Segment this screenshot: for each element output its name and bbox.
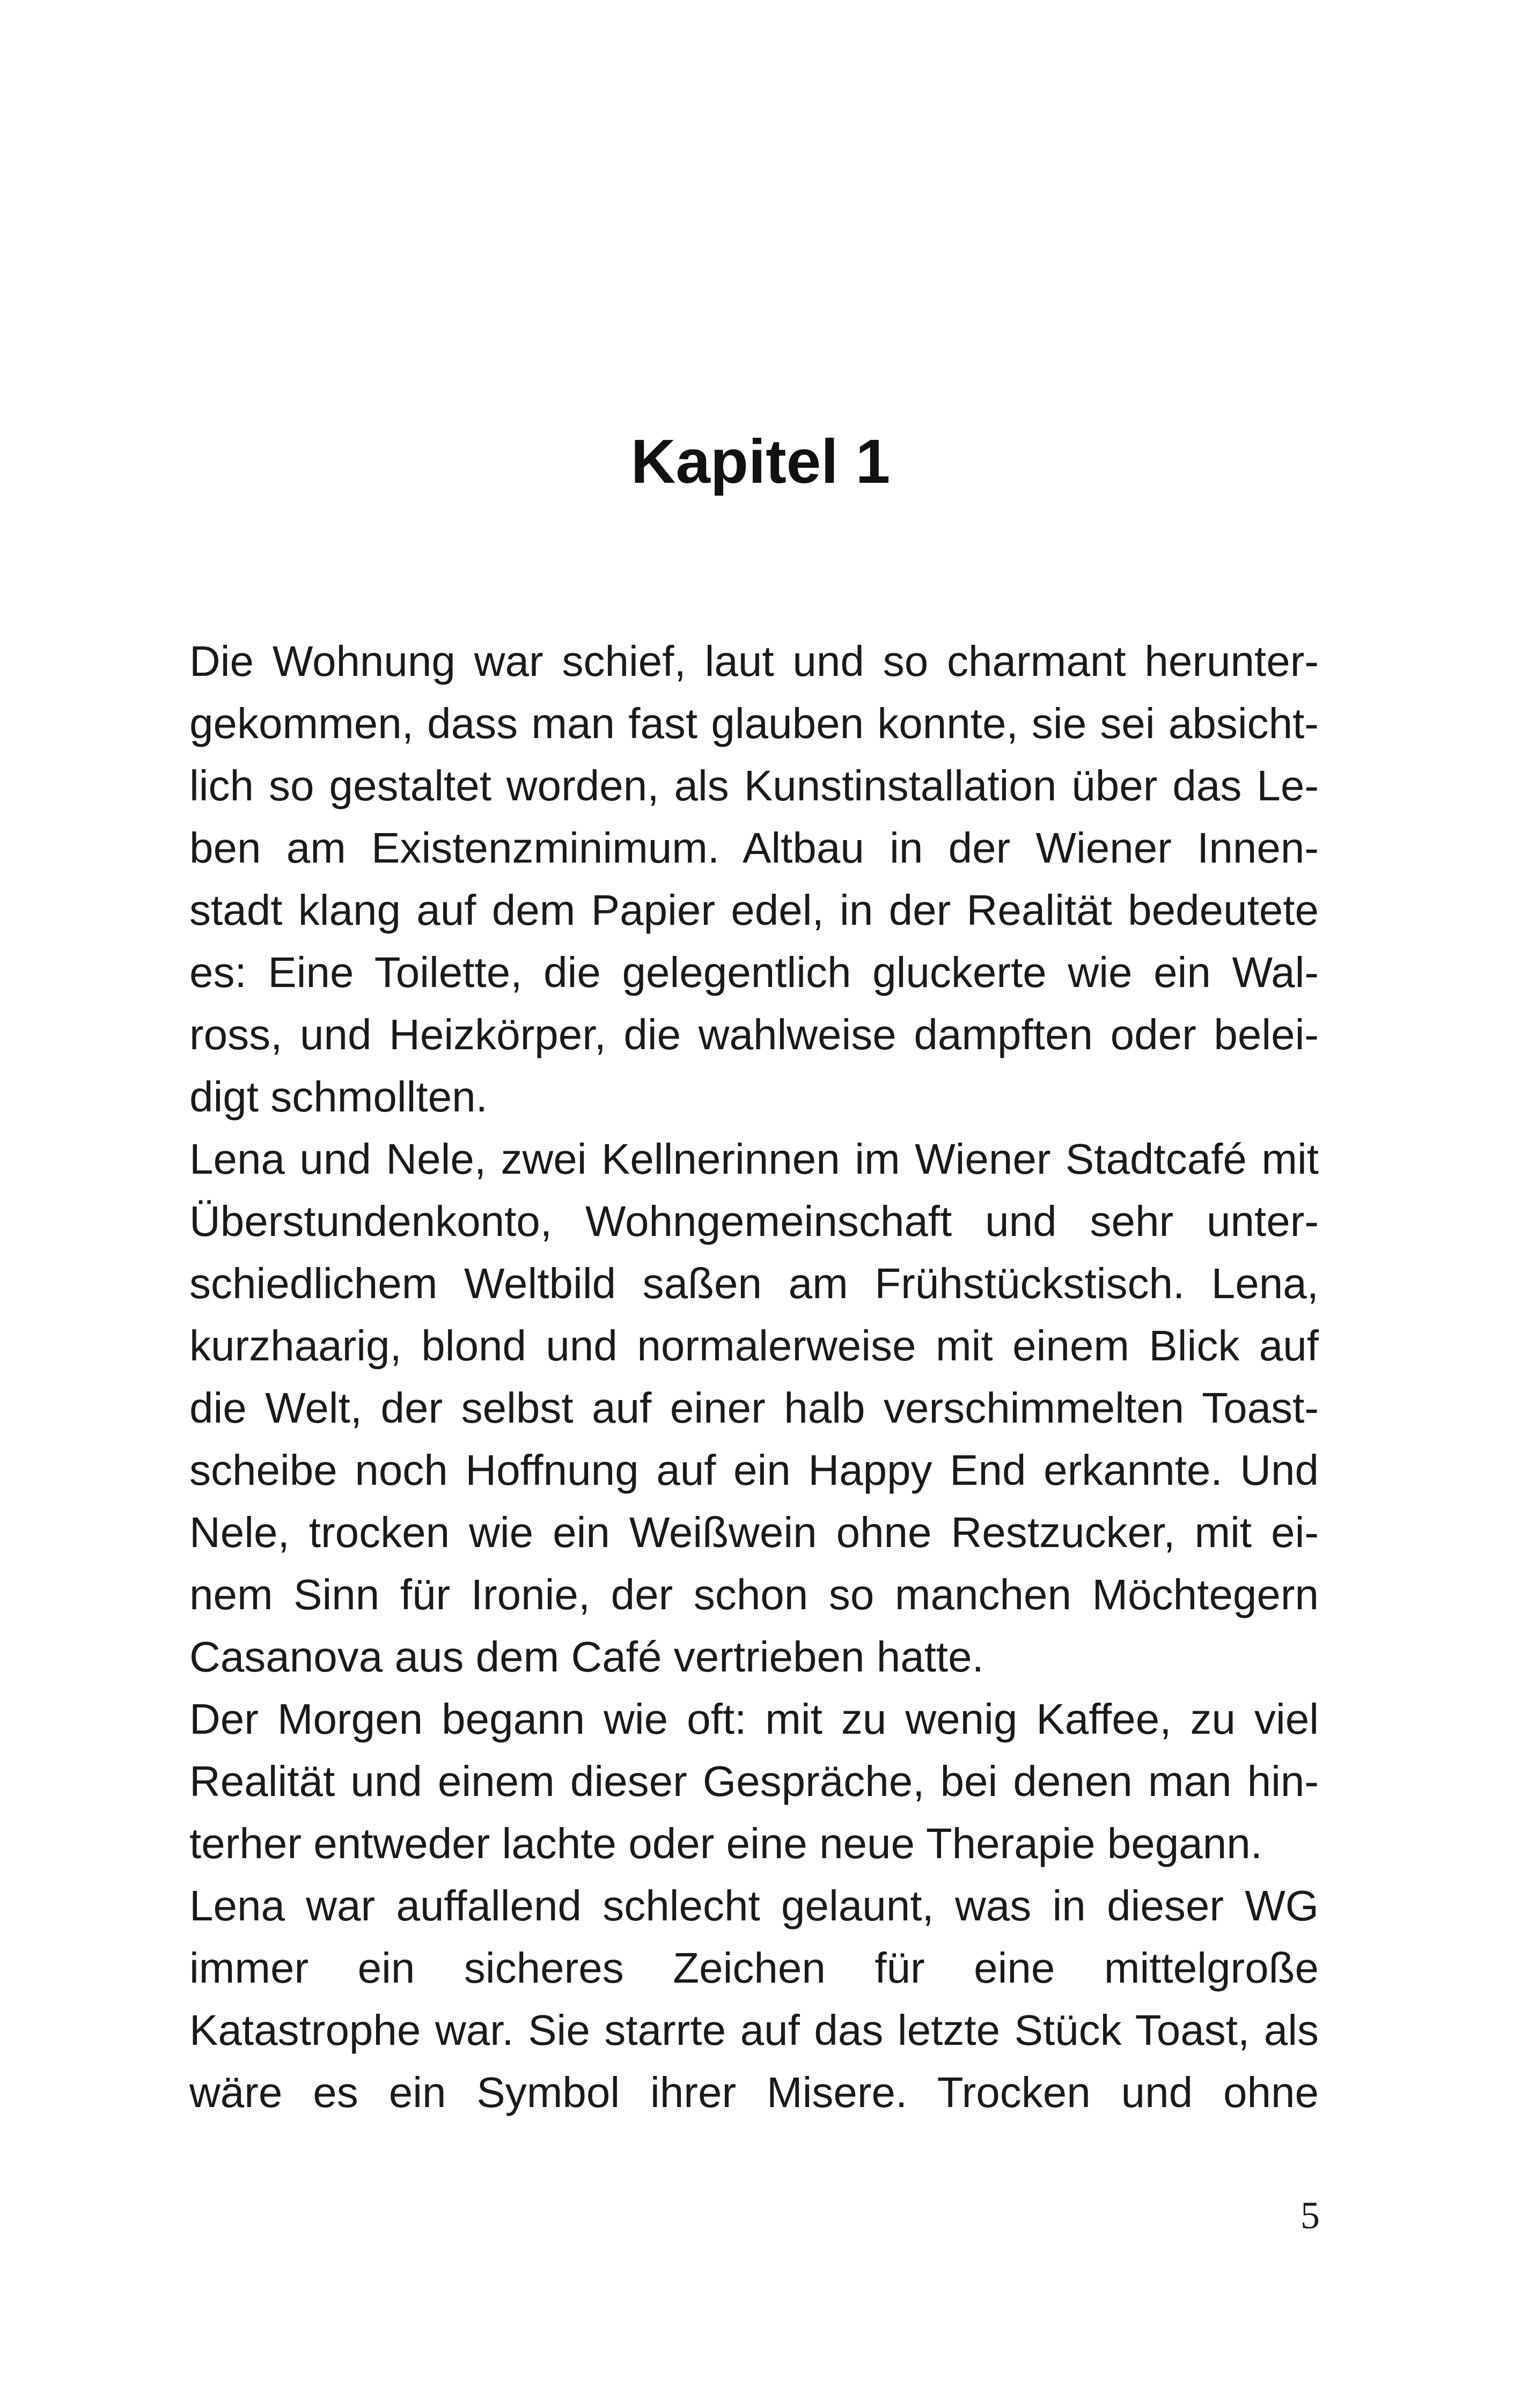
page-number: 5	[1300, 2194, 1320, 2237]
text-line: scheibe noch Hoffnung auf ein Happy End erkannte. Und	[189, 1446, 1319, 1494]
text-line: kurzhaarig, blond und normalerweise mit einem Blick auf	[189, 1322, 1319, 1369]
text-line: Realität und einem dieser Gespräche, bei denen man hin-	[189, 1757, 1319, 1805]
chapter-title: Kapitel 1	[630, 426, 891, 496]
text-line: Casanova aus dem Café vertrieben hatte.	[189, 1633, 984, 1681]
text-line: Nele, trocken wie ein Weißwein ohne Restzucker, mit ei-	[189, 1508, 1319, 1556]
text-line: gekommen, dass man fast glauben konnte, sie sei absicht-	[189, 699, 1319, 747]
text-line: ben am Existenzminimum. Altbau in der Wiener Innen-	[189, 824, 1319, 872]
text-line: lich so gestaltet worden, als Kunstinstallation über das Le-	[189, 762, 1319, 809]
text-line: es: Eine Toilette, die gelegentlich gluckerte wie ein Wal-	[189, 948, 1319, 996]
text-line: wäre es ein Symbol ihrer Misere. Trocken und ohne	[189, 2068, 1319, 2116]
text-line: ross, und Heizkörper, die wahlweise dampften oder belei-	[189, 1011, 1319, 1058]
text-line: Die Wohnung war schief, laut und so charmant herunter-	[189, 637, 1319, 685]
text-line: die Welt, der selbst auf einer halb verschimmelten Toast-	[189, 1384, 1319, 1432]
text-line: Lena und Nele, zwei Kellnerinnen im Wiener Stadtcafé mit	[189, 1135, 1319, 1183]
text-line: Lena war auffallend schlecht gelaunt, was in dieser WG	[189, 1882, 1319, 1930]
text-line: nem Sinn für Ironie, der schon so manchen Möchtegern	[189, 1571, 1319, 1618]
text-line: Überstundenkonto, Wohngemeinschaft und sehr unter-	[189, 1197, 1319, 1245]
text-line: schiedlichem Weltbild saßen am Frühstückstisch. Lena,	[189, 1260, 1319, 1307]
text-line: Der Morgen begann wie oft: mit zu wenig Kaffee, zu viel	[189, 1695, 1319, 1743]
text-line: terher entweder lachte oder eine neue Therapie begann.	[189, 1820, 1262, 1867]
text-line: stadt klang auf dem Papier edel, in der Realität bedeutete	[189, 886, 1319, 934]
text-line: Katastrophe war. Sie starrte auf das letzte Stück Toast, als	[189, 2006, 1319, 2054]
text-line: digt schmollten.	[189, 1073, 488, 1121]
text-line: immer ein sicheres Zeichen für eine mittelgroße	[189, 1944, 1319, 1992]
chapter-body-text	[189, 630, 1319, 2124]
